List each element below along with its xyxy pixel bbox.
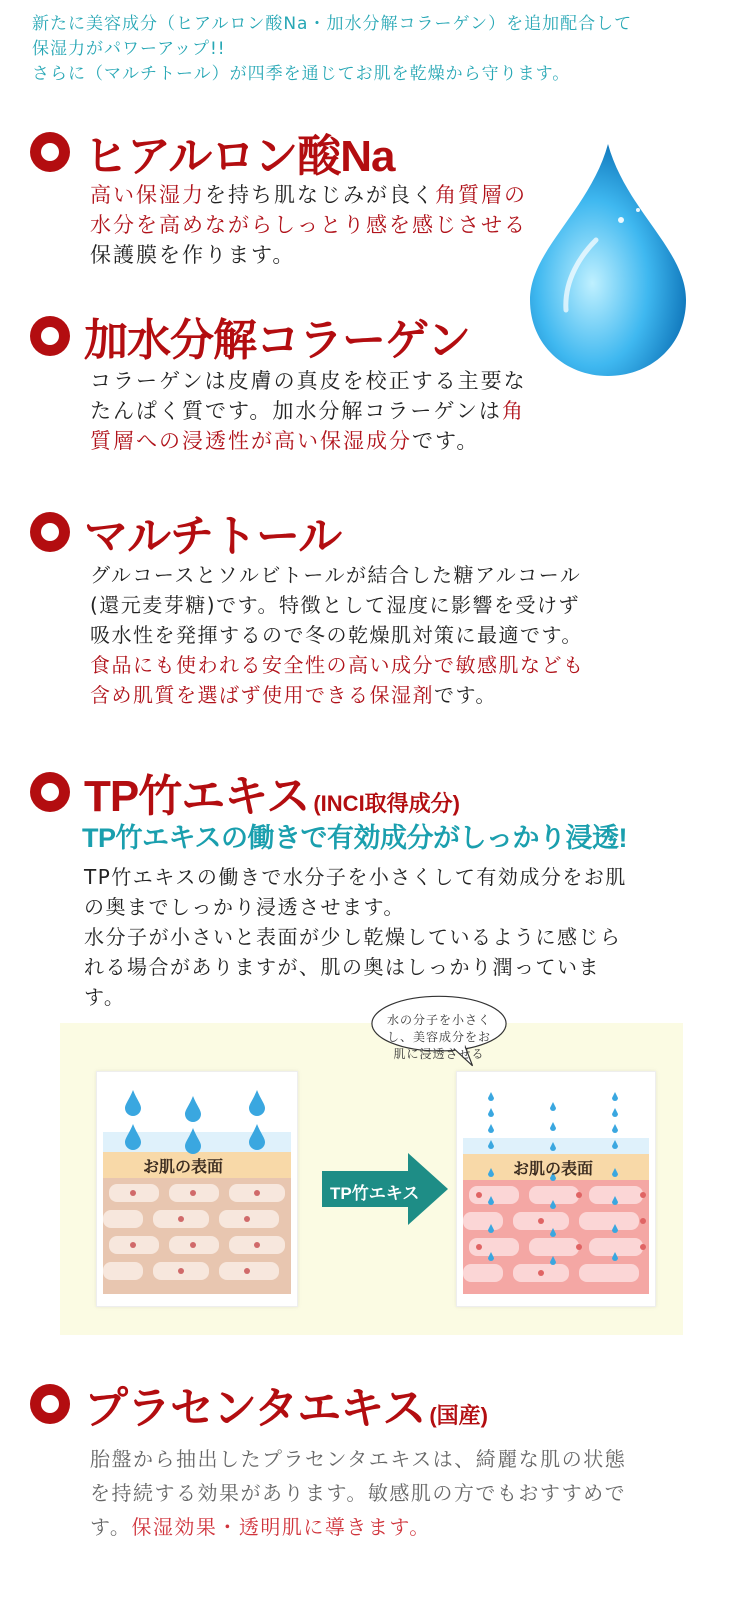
body-line (90, 650, 585, 680)
text-span: 胎盤から抽出したプラセンタエキスは、綺麗な肌の状態 (90, 1447, 627, 1471)
text-span: の奥までしっかり浸透させます。 (84, 895, 405, 919)
text-span: たんぱく質です。加水分解コラーゲンは (90, 399, 502, 423)
body-line (90, 240, 527, 270)
section-title (84, 760, 460, 824)
body-line (90, 1442, 626, 1476)
text-span: TP竹エキスの働きで水分子を小さくして有効成分をお肌 (84, 865, 627, 889)
text-span: 高い保湿力 (90, 183, 205, 207)
text-span: です。 (434, 683, 497, 707)
bubble-line: 水の分子を小さく (386, 1013, 491, 1027)
arrow-label: TP竹エキス (330, 1184, 420, 1203)
text-span: 角質層の (435, 183, 527, 207)
text-span: 保護膜を作ります。 (90, 243, 296, 267)
bullet-ring-icon (30, 132, 70, 172)
bullet-ring-icon (30, 316, 70, 356)
text-span: 食品にも使われる安全性の高い成分で敏感肌なども (90, 653, 585, 677)
section-heading-collagen (30, 304, 470, 368)
section-heading-maltitol (30, 500, 341, 564)
body-line (90, 366, 527, 396)
title-main: TP竹エキス (84, 772, 310, 821)
body-line (90, 396, 527, 426)
text-span: (還元麦芽糖)です。特徴として湿度に影響を受けず (90, 593, 581, 617)
skin-surface-label: お肌の表面 (143, 1159, 224, 1176)
text-span: 保湿効果・透明肌に導きます。 (131, 1515, 431, 1539)
text-span: グルコースとソルビトールが結合した糖アルコール (90, 563, 582, 587)
bullet-ring-icon (30, 1384, 70, 1424)
bubble-text (365, 1012, 513, 1063)
text-span: 水分を高めながらしっとり感を感じさせる (90, 213, 527, 237)
bubble-line: 肌に浸透させる (393, 1047, 485, 1061)
skin-surface-label: お肌の表面 (513, 1161, 594, 1178)
title-sub: (国産) (429, 1403, 489, 1428)
water-drop-icon (526, 140, 691, 380)
body-line (90, 1476, 626, 1510)
section-title: マルチトール (84, 512, 342, 561)
body-line (90, 210, 527, 240)
section-heading-placenta (30, 1372, 488, 1436)
skin-panel-before (96, 1071, 298, 1307)
body-line (90, 1510, 626, 1544)
body-line (90, 590, 585, 620)
bullet-ring-icon (30, 512, 70, 552)
intro-line-3: さらに（マルチトール）が四季を通じてお肌を乾燥から守ります。 (32, 64, 571, 84)
text-span: を持続する効果があります。敏感肌の方でもおすすめで (90, 1481, 627, 1505)
bubble-line: し、美容成分をお (386, 1030, 491, 1044)
text-span: コラーゲンは皮膚の真皮を校正する主要な (90, 369, 527, 393)
text-span: 吸水性を発揮するので冬の乾燥肌対策に最適です。 (90, 623, 583, 647)
text-span: を持ち肌なじみが良く (205, 183, 435, 207)
section-heading-hyaluronic (30, 120, 395, 184)
body-line (90, 560, 585, 590)
skin-panel-after (456, 1071, 656, 1307)
body-line (84, 952, 627, 982)
section-body-placenta (90, 1442, 626, 1544)
section-body-hyaluronic (90, 180, 527, 270)
intro-text (32, 12, 722, 87)
section-title: ヒアルロン酸Na (84, 132, 395, 181)
skin-illustration (97, 1072, 297, 1306)
title-main: プラセンタエキス (84, 1384, 426, 1433)
body-line (90, 680, 585, 710)
text-span: 含め肌質を選ばず使用できる保湿剤 (90, 683, 434, 707)
section-title (84, 1372, 488, 1436)
intro-line-2: 保湿力がパワーアップ!! (32, 39, 226, 59)
text-span: 角 (501, 399, 525, 423)
section-body-tp-bamboo (84, 862, 627, 1012)
body-line (90, 180, 527, 210)
section-heading-tp-bamboo (30, 760, 460, 824)
bullet-ring-icon (30, 772, 70, 812)
section-title: 加水分解コラーゲン (84, 316, 471, 365)
section-body-maltitol (90, 560, 585, 710)
text-span: 質層への浸透性が高い保湿成分 (90, 429, 412, 453)
body-line (90, 426, 527, 456)
tp-subheading: TP竹エキスの働きで有効成分がしっかり浸透! (82, 823, 627, 853)
skin-illustration (457, 1072, 655, 1306)
intro-line-1: 新たに美容成分（ヒアルロン酸Na・加水分解コラーゲン）を追加配合して (32, 14, 633, 34)
body-line (90, 620, 585, 650)
title-sub: (INCI取得成分) (313, 791, 461, 816)
text-span: す。 (90, 1515, 132, 1539)
text-span: れる場合がありますが、肌の奥はしっかり潤っていま (84, 955, 600, 979)
text-span: 水分子が小さいと表面が少し乾燥しているように感じら (84, 925, 622, 949)
text-span: す。 (84, 985, 126, 1009)
body-line (84, 862, 627, 892)
section-body-collagen (90, 366, 527, 456)
body-line (84, 892, 627, 922)
text-span: です。 (412, 429, 480, 453)
body-line (84, 922, 627, 952)
